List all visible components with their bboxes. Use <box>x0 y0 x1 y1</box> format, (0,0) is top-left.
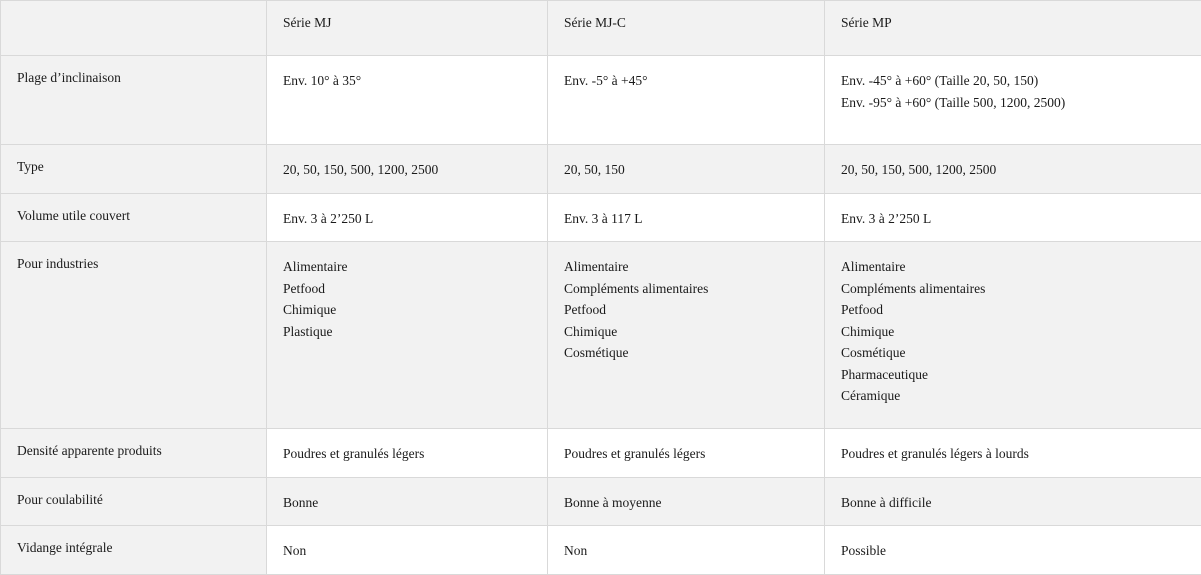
value-line: Chimique <box>841 323 895 339</box>
cell-type-mp <box>825 145 1201 194</box>
header-cell-serie-mj-c: Série MJ-C <box>548 1 825 56</box>
cell-vidange-mjc <box>548 526 825 575</box>
value-line: Compléments alimentaires <box>564 280 709 296</box>
value-line: Env. 3 à 2’250 L <box>841 210 932 226</box>
value-list <box>283 256 531 342</box>
value-list <box>564 256 808 364</box>
value-line: 20, 50, 150 <box>564 162 625 177</box>
value-line: Petfood <box>841 302 883 317</box>
value-line: Env. 3 à 2’250 L <box>283 210 374 226</box>
value-list <box>564 70 808 92</box>
table-row <box>1 56 1201 145</box>
value-line: Plastique <box>283 323 333 339</box>
row-label-volume-utile: Volume utile couvert <box>1 193 267 242</box>
value-line: Env. -45° à +60° (Taille 20, 50, 150) <box>841 73 1039 88</box>
value-line: Céramique <box>841 388 901 403</box>
value-line: Cosmétique <box>841 345 906 360</box>
cell-industries-mj <box>267 242 548 429</box>
cell-type-mjc <box>548 145 825 194</box>
value-line: Env. 3 à 117 L <box>564 210 643 226</box>
cell-densite-mj <box>267 429 548 478</box>
value-line: Compléments alimentaires <box>841 280 986 296</box>
value-list <box>283 70 531 92</box>
table-row <box>1 193 1201 242</box>
row-label-plage-inclinaison: Plage d’inclinaison <box>1 56 267 145</box>
value-line: Bonne à difficile <box>841 494 932 510</box>
cell-coulabilite-mj <box>267 477 548 526</box>
value-line: Env. -5° à +45° <box>564 73 648 88</box>
value-line: Chimique <box>564 323 618 339</box>
header-cell-serie-mp: Série MP <box>825 1 1201 56</box>
cell-densite-mp <box>825 429 1201 478</box>
row-label-pour-coulabilite: Pour coulabilité <box>1 477 267 526</box>
value-line: Poudres et granulés légers <box>283 446 425 461</box>
value-line: Chimique <box>283 302 337 317</box>
row-label-densite-apparente: Densité apparente produits <box>1 429 267 478</box>
value-line: Alimentaire <box>841 259 906 274</box>
table-row <box>1 429 1201 478</box>
cell-volume-mjc <box>548 193 825 242</box>
value-line: Petfood <box>283 280 325 296</box>
value-line: Non <box>564 543 588 558</box>
value-line: Bonne à moyenne <box>564 494 662 510</box>
row-label-vidange-integrale: Vidange intégrale <box>1 526 267 575</box>
cell-volume-mp <box>825 193 1201 242</box>
cell-plage-mjc <box>548 56 825 145</box>
value-line: Non <box>283 543 307 558</box>
cell-plage-mj <box>267 56 548 145</box>
value-line: Pharmaceutique <box>841 366 928 382</box>
value-line: Env. -95° à +60° (Taille 500, 1200, 2500) <box>841 94 1066 110</box>
value-line: Poudres et granulés légers à lourds <box>841 446 1029 461</box>
table-row <box>1 526 1201 575</box>
header-cell-serie-mj: Série MJ <box>267 1 548 56</box>
value-line: 20, 50, 150, 500, 1200, 2500 <box>841 162 997 177</box>
table-row <box>1 477 1201 526</box>
cell-vidange-mj <box>267 526 548 575</box>
value-line: Cosmétique <box>564 345 629 360</box>
header-cell-empty <box>1 1 267 56</box>
table-header-row <box>1 1 1201 56</box>
value-list <box>841 70 1185 113</box>
cell-coulabilite-mjc <box>548 477 825 526</box>
cell-densite-mjc <box>548 429 825 478</box>
cell-vidange-mp <box>825 526 1201 575</box>
table-header <box>1 1 1201 56</box>
cell-industries-mp <box>825 242 1201 429</box>
cell-industries-mjc <box>548 242 825 429</box>
value-line: Alimentaire <box>564 259 629 274</box>
cell-coulabilite-mp <box>825 477 1201 526</box>
value-list <box>841 256 1185 407</box>
cell-volume-mj <box>267 193 548 242</box>
value-line: Env. 10° à 35° <box>283 73 362 88</box>
value-line: Possible <box>841 543 887 558</box>
row-label-type: Type <box>1 145 267 194</box>
table-body <box>1 56 1201 575</box>
table-row <box>1 145 1201 194</box>
cell-type-mj <box>267 145 548 194</box>
value-line: 20, 50, 150, 500, 1200, 2500 <box>283 162 439 177</box>
value-line: Petfood <box>564 302 606 317</box>
row-label-pour-industries: Pour industries <box>1 242 267 429</box>
table-row <box>1 242 1201 429</box>
cell-plage-mp <box>825 56 1201 145</box>
value-line: Poudres et granulés légers <box>564 446 706 461</box>
value-line: Alimentaire <box>283 259 348 274</box>
value-line: Bonne <box>283 494 319 510</box>
